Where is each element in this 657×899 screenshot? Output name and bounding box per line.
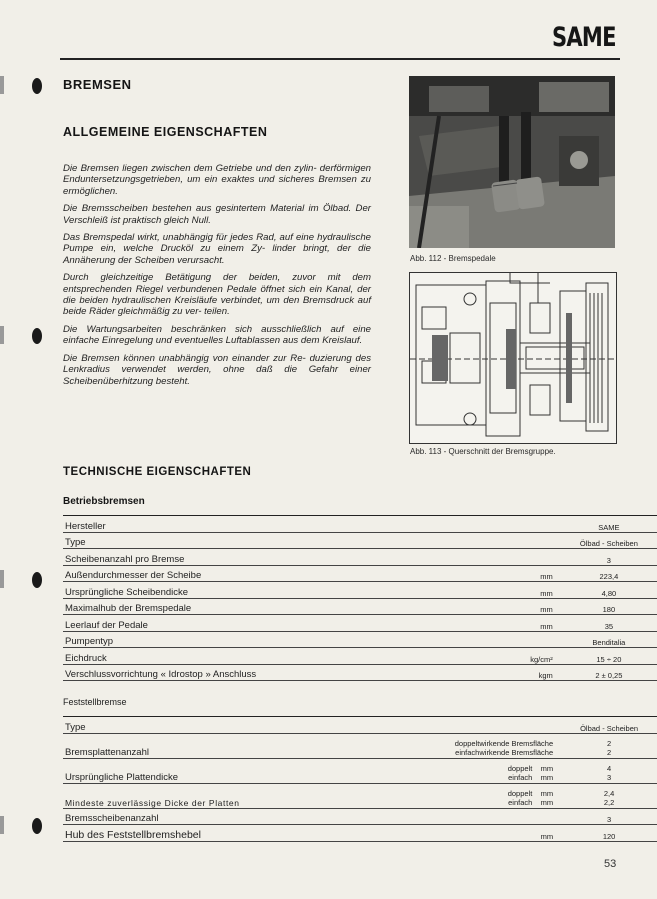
row-value: 223,4: [561, 565, 657, 582]
binder-hole: [32, 818, 42, 834]
brake-assembly-cross-section: [409, 272, 617, 444]
row-unit: [372, 532, 561, 549]
row-value: 3: [561, 808, 657, 825]
row-unit: mm: [371, 825, 561, 842]
binder-hole: [32, 572, 42, 588]
table-row: [63, 733, 657, 758]
value-line: 2,4: [603, 788, 615, 798]
tech-heading: TECHNISCHE EIGENSCHAFTEN: [63, 466, 252, 478]
binder-edge: [0, 816, 4, 834]
body-text: [63, 163, 371, 393]
row-value: 180: [561, 598, 657, 615]
binder-edge: [0, 326, 4, 344]
page-number: 53: [604, 858, 617, 870]
service-brakes-table: [63, 515, 657, 681]
value-line: 2,2: [603, 798, 615, 807]
unit-line: doppeltwirkende Bremsfläche: [454, 738, 554, 748]
row-label: Bremsscheibenanzahl: [63, 808, 371, 825]
table-row: [63, 717, 657, 734]
table-row: [63, 825, 657, 842]
row-value: SAME: [561, 516, 657, 533]
unit-line: einfach mm: [508, 798, 554, 807]
header-rule: [60, 58, 620, 60]
row-label: Bremsplattenanzahl: [63, 733, 371, 758]
row-unit: [372, 516, 561, 533]
row-unit: [371, 808, 561, 825]
brand-logo: SAME: [552, 22, 616, 53]
row-value: 120: [561, 825, 657, 842]
paragraph: Die Bremsscheiben bestehen aus gesintertem Material im Ölbad. Der Verschleiß ist praktisch gleich Null.: [63, 203, 371, 226]
row-unit: [372, 549, 561, 566]
binder-edge: [0, 76, 4, 94]
row-value: [561, 733, 657, 758]
row-label: Ursprüngliche Plattendicke: [63, 758, 371, 783]
row-value: Ölbad - Scheiben: [561, 532, 657, 549]
row-label: Pumpentyp: [63, 631, 372, 648]
table-row: [63, 565, 657, 582]
row-unit: [371, 733, 561, 758]
row-unit: [371, 758, 561, 783]
row-value: Benditalia: [561, 631, 657, 648]
paragraph: Die Bremsen liegen zwischen dem Getriebe und den zylin- derförmigen Enduntersetzungsgetrieben, um ein exaktes und sicheres Bremsen zu ermöglichen.: [63, 163, 371, 197]
row-label: Scheibenanzahl pro Bremse: [63, 549, 372, 566]
value-line: 3: [606, 773, 612, 782]
row-unit: mm: [372, 598, 561, 615]
unit-line: einfach mm: [508, 773, 554, 782]
row-label: Leerlauf der Pedale: [63, 615, 372, 632]
row-value: 35: [561, 615, 657, 632]
row-label: Ursprüngliche Scheibendicke: [63, 582, 372, 599]
row-unit: mm: [372, 615, 561, 632]
parking-brake-heading: Feststellbremse: [63, 697, 127, 707]
table-row: [63, 808, 657, 825]
table-row: [63, 758, 657, 783]
table-row: [63, 532, 657, 549]
paragraph: Das Bremspedal wirkt, unabhängig für jedes Rad, auf eine hydraulische Pumpe ein, welche Drucköl zu einem Zy- linder bringt, der die Annäherung der Scheiben verursacht.: [63, 232, 371, 266]
row-label: Maximalhub der Bremspedale: [63, 598, 372, 615]
row-value: 15 ÷ 20: [561, 648, 657, 665]
table-row: [63, 664, 657, 681]
row-unit: [371, 783, 561, 808]
unit-line: doppelt mm: [507, 788, 554, 798]
row-label: Mindeste zuverlässige Dicke der Platten: [63, 783, 371, 808]
unit-line: einfachwirkende Bremsfläche: [455, 748, 554, 757]
binder-hole: [32, 328, 42, 344]
row-value: Ölbad - Scheiben: [561, 717, 657, 734]
value-line: 4: [606, 763, 612, 773]
table-row: [63, 615, 657, 632]
row-value: 3: [561, 549, 657, 566]
brake-pedal-photo: [409, 76, 615, 248]
row-unit: [372, 631, 561, 648]
row-label: Type: [63, 532, 372, 549]
row-value: [561, 783, 657, 808]
value-line: 2: [606, 748, 612, 757]
paragraph: Die Bremsen können unabhängig von einander zur Re- duzierung des Lenkradius verwendet werden, ohne daß die Gefahr einer Scheibenüberhitzung besteht.: [63, 352, 371, 387]
row-unit: kg/cm²: [372, 648, 561, 665]
row-label: Type: [63, 717, 371, 734]
value-line: 2: [606, 738, 612, 748]
service-brakes-heading: Betriebsbremsen: [63, 496, 145, 507]
row-unit: [371, 717, 561, 734]
row-label: Hersteller: [63, 516, 372, 533]
binder-hole: [32, 78, 42, 94]
table-row: [63, 516, 657, 533]
table-row: [63, 549, 657, 566]
row-value: 4,80: [561, 582, 657, 599]
row-label: Außendurchmesser der Scheibe: [63, 565, 372, 582]
general-heading: ALLGEMEINE EIGENSCHAFTEN: [63, 125, 268, 139]
row-unit: mm: [372, 582, 561, 599]
row-label: Hub des Feststellbremshebel: [63, 825, 371, 842]
row-value: 2 ± 0,25: [561, 664, 657, 681]
table-row: [63, 598, 657, 615]
table-row: [63, 648, 657, 665]
figure-112-caption: Abb. 112 - Bremspedale: [410, 254, 496, 263]
row-unit: mm: [372, 565, 561, 582]
row-label: Verschlussvorrichtung « Idrostop » Anschluss: [63, 664, 372, 681]
row-unit: kgm: [372, 664, 561, 681]
unit-line: doppelt mm: [507, 763, 554, 773]
paragraph: Die Wartungsarbeiten beschränken sich ausschließlich auf eine einfache Einregelung und eventuelles Luftablassen aus dem Kreislauf.: [63, 323, 371, 347]
table-row: [63, 631, 657, 648]
binder-edge: [0, 570, 4, 588]
row-label: Eichdruck: [63, 648, 372, 665]
figure-113-caption: Abb. 113 - Querschnitt der Bremsgruppe.: [410, 447, 556, 456]
page-title: BREMSEN: [63, 77, 132, 92]
parking-brake-table: [63, 716, 657, 842]
paragraph: Durch gleichzeitige Betätigung der beiden, zuvor mit dem entsprechenden Riegel verbundenen Pedale öffnet sich ein Kanal, der die beiden hydraulischen Kreisläufe verbindet, um den Bremsdruck auf beide Räder gleichmäßig zu ver- teilen.: [63, 272, 371, 318]
row-value: [561, 758, 657, 783]
table-row: [63, 582, 657, 599]
table-row: [63, 783, 657, 808]
